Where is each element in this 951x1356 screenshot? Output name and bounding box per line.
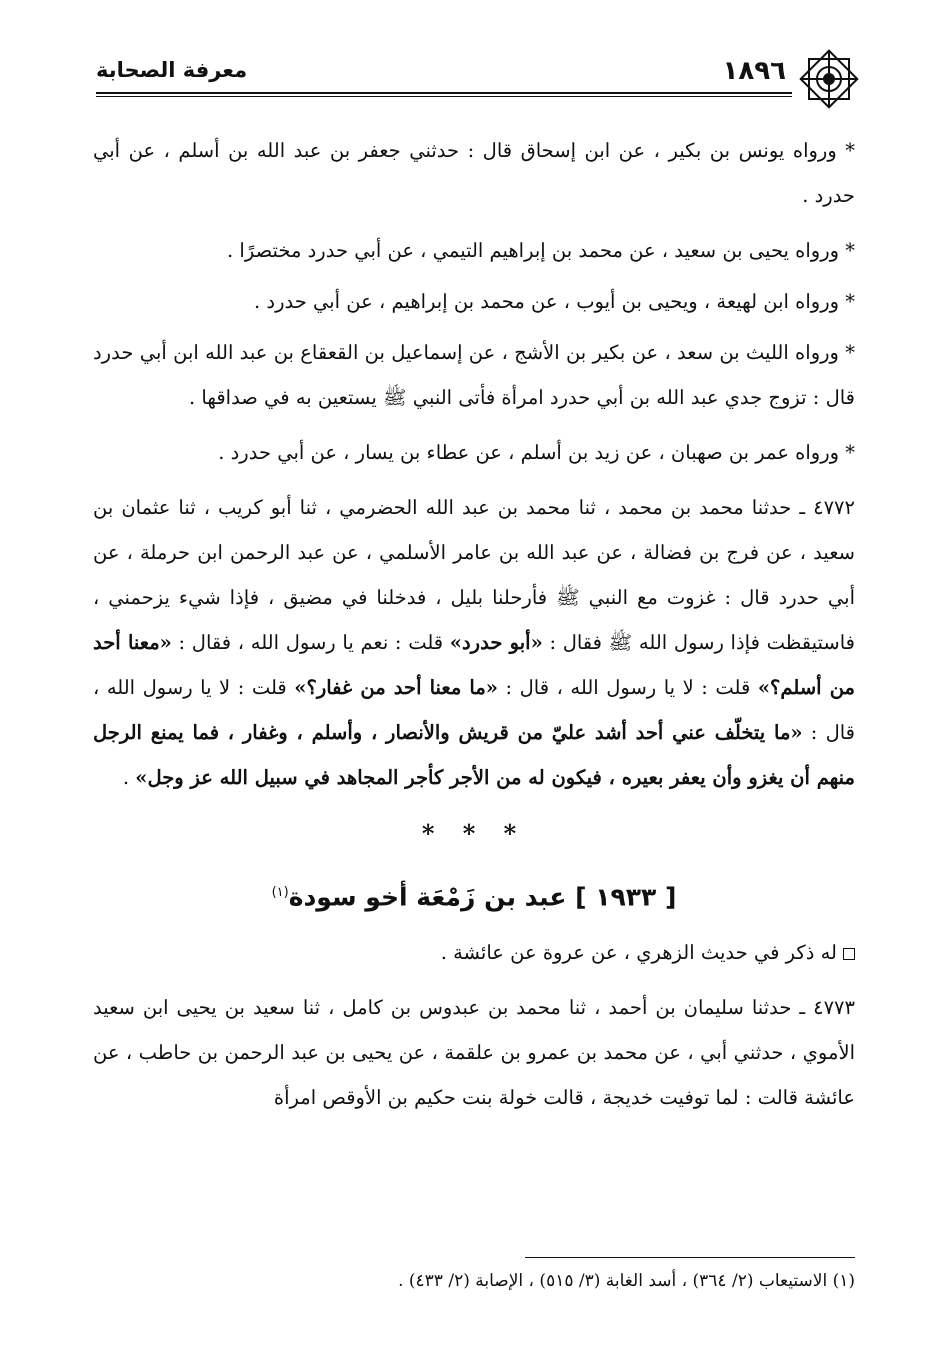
prophet-quote: «أبو حدرد»: [449, 631, 543, 654]
section-title: [93, 864, 855, 926]
hadith-4772: [93, 485, 855, 800]
narration-paragraph: * ورواه يونس بن بكير ، عن ابن إسحاق قال : حدثني جعفر بن عبد الله بن أسلم ، عن أبي حدرد .: [93, 139, 855, 207]
main-text: [93, 128, 855, 1130]
footnote-reference: (١): [271, 885, 289, 900]
hadith-text: ٤٧٧٢ ـ حدثنا محمد بن محمد ، ثنا محمد بن عبد الله الحضرمي ، ثنا أبو كريب ، ثنا عثمان بن سعيد ، عن فرج بن فضالة ، عن عبد الله بن عامر الأسلمي ، عن عبد الرحمن ابن حرملة ، عن أبي حدرد قال : غزوت مع النبي ﷺ فأرحلنا بليل ، فدخلنا في مضيق ، فإذا شيء يزحمني ، فاستيقظت فإذا رسول الله ﷺ فقال :: [93, 496, 855, 654]
prophet-quote: «معنا أحد من أسلم؟»: [93, 631, 855, 699]
narration-paragraph: * ورواه الليث بن سعد ، عن بكير بن الأشج ، عن إسماعيل بن القعقاع بن عبد الله ابن أبي حدرد قال : تزوج جدي عبد الله بن أبي حدرد امرأة فأتى النبي ﷺ يستعين به في صداقها .: [93, 341, 855, 409]
narration-paragraph: * ورواه ابن لهيعة ، ويحيى بن أيوب ، عن محمد بن إبراهيم ، عن أبي حدرد .: [254, 290, 855, 313]
narration-paragraph: * ورواه عمر بن صهبان ، عن زيد بن أسلم ، عن عطاء بن يسار ، عن أبي حدرد .: [218, 441, 855, 464]
section-intro: [93, 930, 855, 975]
hadith-text: قلت : لا يا رسول الله ، قال :: [497, 676, 758, 699]
page-header: [96, 52, 858, 112]
page-number: ١٨٩٦: [722, 56, 786, 86]
prophet-quote: «ما يتخلّف عني أحد أشد عليّ من قريش والأنصار ، وأسلم ، وغفار ، فما يمنع الرجل منهم أن يغزو وأن يعفر بعيره ، فيكون له من الأجر كأجر المجاهد في سبيل الله عز وجل»: [93, 721, 855, 789]
section-separator: * * *: [421, 819, 527, 848]
octagonal-star-ornament-icon: [796, 46, 862, 112]
section-title-text: [ ١٩٣٣ ] عبد بن زَمْعَة أخو سودة: [288, 882, 677, 912]
header-rule-thin: [96, 96, 792, 97]
prophet-quote: «ما معنا أحد من غفار؟»: [294, 676, 498, 699]
hadith-text: قلت : نعم يا رسول الله ، فقال :: [171, 631, 450, 654]
hadith-text: قلت : لا يا رسول الله ، قال :: [93, 676, 856, 744]
footnote-rule: [525, 1257, 855, 1258]
footnote: (١) الاستيعاب (٢/ ٣٦٤) ، أسد الغابة (٣/ ٥١٥) ، الإصابة (٢/ ٤٣٣) .: [398, 1271, 855, 1291]
header-rule: [96, 92, 792, 94]
narration-paragraph: * ورواه يحيى بن سعيد ، عن محمد بن إبراهيم التيمي ، عن أبي حدرد مختصرًا .: [227, 239, 855, 262]
running-title: معرفة الصحابة: [96, 58, 248, 82]
hadith-4773: ٤٧٧٣ ـ حدثنا سليمان بن أحمد ، ثنا محمد بن عبدوس بن كامل ، ثنا سعيد بن يحيى ابن سعيد الأموي ، حدثني أبي ، عن محمد بن عمرو بن علقمة ، عن يحيى بن عبد الرحمن بن حاطب ، عن عائشة قالت : لما توفيت خديجة ، قالت خولة بنت حكيم بن الأوقص امرأة: [93, 996, 855, 1110]
hadith-end: .: [122, 766, 136, 789]
square-marker-icon: [843, 948, 855, 960]
section-intro-text: له ذكر في حديث الزهري ، عن عروة عن عائشة .: [440, 941, 837, 965]
